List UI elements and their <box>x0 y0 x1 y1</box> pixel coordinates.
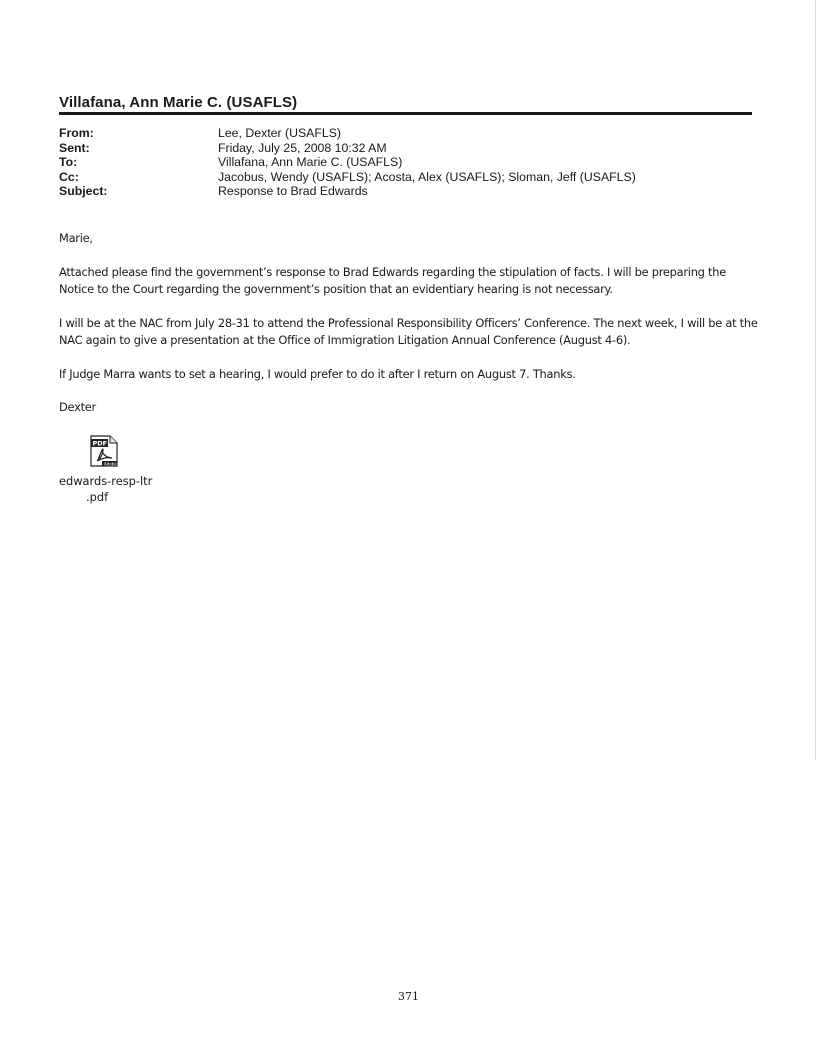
attachment-filename-line2: .pdf <box>86 490 109 504</box>
body-paragraph: If Judge Marra wants to set a hearing, I would prefer to do it after I return on August 7. Thanks. <box>59 366 576 381</box>
header-value-sent: Friday, July 25, 2008 10:32 AM <box>218 140 387 155</box>
header-value-cc: Jacobus, Wendy (USAFLS); Acosta, Alex (USAFLS); Sloman, Jeff (USAFLS) <box>218 169 636 184</box>
header-row-from <box>59 126 636 141</box>
page-edge-line <box>815 0 816 760</box>
header-row-to <box>59 155 636 170</box>
email-headers <box>59 126 636 199</box>
header-label-subject: Subject: <box>59 184 108 199</box>
header-value-subject: Response to Brad Edwards <box>218 184 368 199</box>
adobe-label: Adobe <box>104 461 117 467</box>
body-paragraph: Attached please find the government’s response to Brad Edwards regarding the stipulation of facts. I will be preparing the Notice to the Court regarding the government’s position that an evidentiary hearing is not necessary. <box>59 264 726 296</box>
header-value-to: Villafana, Ann Marie C. (USAFLS) <box>218 155 403 170</box>
attachment-filename[interactable] <box>59 473 179 505</box>
body-paragraph: I will be at the NAC from July 28-31 to attend the Professional Responsibility Officers’ Conference. The next week, I will be at the NAC again to give a presentation at the Office of Immigration Litigation Annual Conference (August 4-6). <box>59 315 758 347</box>
header-label-cc: Cc: <box>59 169 79 184</box>
email-body <box>59 230 759 433</box>
title-divider <box>59 112 752 115</box>
greeting: Marie, <box>59 231 93 245</box>
header-row-subject <box>59 184 636 199</box>
header-row-sent <box>59 141 636 156</box>
signature: Dexter <box>59 400 96 414</box>
header-label-sent: Sent: <box>59 140 90 155</box>
pdf-icon-label: PDF <box>92 439 108 448</box>
header-row-cc <box>59 170 636 185</box>
attachment-filename-line1: edwards-resp-ltr <box>59 474 153 488</box>
pdf-file-icon[interactable] <box>88 435 120 467</box>
header-label-from: From: <box>59 126 94 140</box>
header-value-from: Lee, Dexter (USAFLS) <box>218 126 342 140</box>
page-number: 371 <box>398 990 419 1003</box>
header-label-to: To: <box>59 155 78 170</box>
mailbox-owner-title: Villafana, Ann Marie C. (USAFLS) <box>59 94 298 111</box>
